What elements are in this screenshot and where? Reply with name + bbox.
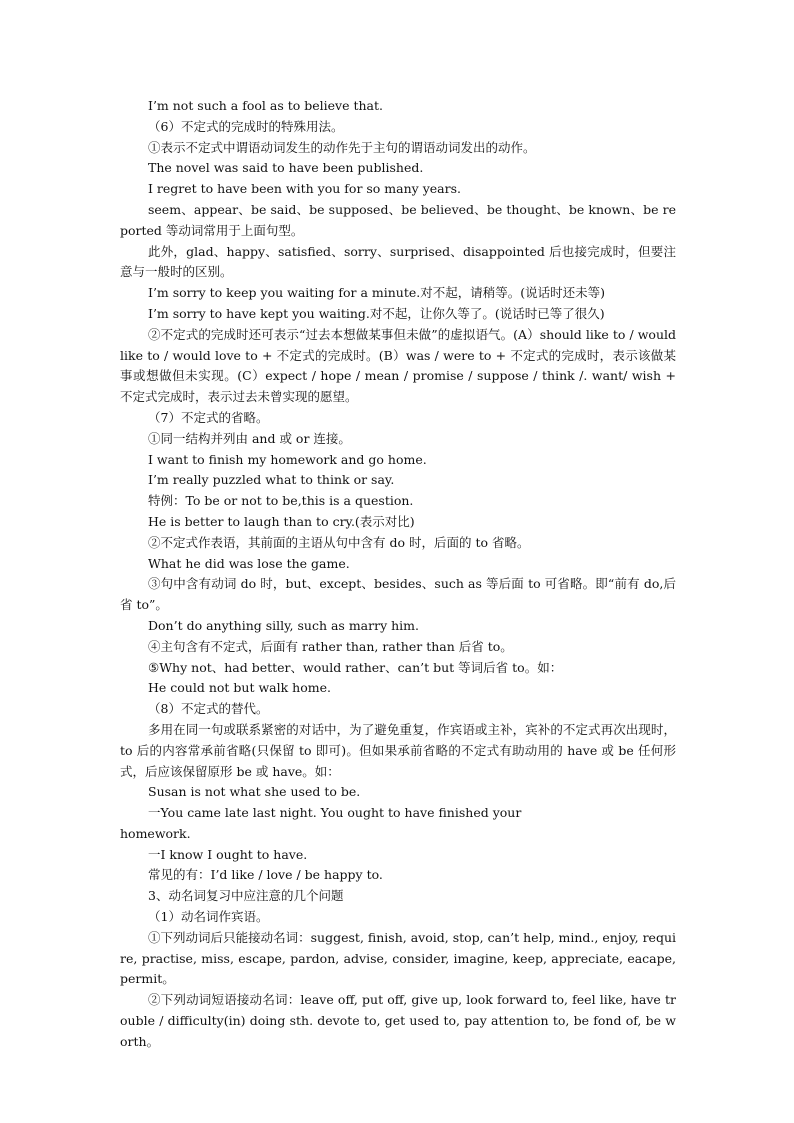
example-sentence: 特例：To be or not to be,this is a question. bbox=[148, 493, 414, 509]
section-heading: 3、动名词复习中应注意的几个问题 bbox=[148, 888, 344, 904]
rule-paragraph: ①下列动词后只能接动名词：suggest, finish, avoid, stop, can’t help, mind., enjoy, require, practise, miss, escape, pardon, advise, consider, imagine, keep, appreciate, eacape, permit。 bbox=[120, 929, 676, 987]
example-sentence: I’m sorry to have kept you waiting.对不起，让你久等了。(说话时已等了很久) bbox=[148, 305, 605, 321]
example-sentence: I’m sorry to keep you waiting for a minute.对不起，请稍等。(说话时还未等) bbox=[148, 285, 605, 301]
rule-paragraph: 多用在同一句或联系紧密的对话中，为了避免重复，作宾语或主补，宾补的不定式再次出现时，to 后的内容常承前省略(只保留 to 即可)。但如果承前省略的不定式有助动用的 have 或 be 任何形式，后应该保留原形 be 或 have。如： bbox=[120, 721, 676, 779]
dialogue-line: 一I know I ought to have. bbox=[148, 846, 308, 862]
example-sentence: I’m really puzzled what to think or say. bbox=[148, 472, 395, 488]
section-heading: （7）不定式的省略。 bbox=[148, 409, 269, 425]
rule-paragraph: ⑤Why not、had better、would rather、can’t but 等词后省 to。如： bbox=[148, 659, 563, 675]
dialogue-line: 一You came late last night. You ought to have finished your bbox=[148, 805, 522, 821]
example-sentence: I want to finish my homework and go home. bbox=[148, 451, 427, 467]
rule-paragraph: 此外，glad、happy、satisfied、sorry、surprised、disappointed 后也接完成时，但要注意与一般时的区别。 bbox=[120, 243, 676, 280]
rule-paragraph: ②不定式作表语，其前面的主语从句中含有 do 时，后面的 to 省略。 bbox=[148, 534, 530, 550]
example-sentence: Don’t do anything silly, such as marry him. bbox=[148, 617, 419, 633]
example-sentence: I regret to have been with you for so many years. bbox=[148, 181, 461, 197]
example-sentence: What he did was lose the game. bbox=[148, 555, 350, 571]
rule-paragraph: ①表示不定式中谓语动词发生的动作先于主句的谓语动词发出的动作。 bbox=[148, 139, 536, 155]
example-sentence: Susan is not what she used to be. bbox=[148, 784, 361, 800]
example-sentence: He could not but walk home. bbox=[148, 680, 331, 696]
rule-paragraph: ④主句含有不定式，后面有 rather than, rather than 后省 to。 bbox=[148, 638, 513, 654]
rule-paragraph: ①同一结构并列由 and 或 or 连接。 bbox=[148, 430, 351, 446]
dialogue-line-continued: homework. bbox=[120, 825, 191, 841]
rule-paragraph: 常见的有：I’d like / love / be happy to. bbox=[148, 867, 383, 883]
example-sentence: He is better to laugh than to cry.(表示对比) bbox=[148, 513, 415, 529]
rule-paragraph: ②不定式的完成时还可表示“过去本想做某事但未做”的虚拟语气。(A）should like to / would like to / would love to + 不定式的完成时。(B）was / were to + 不定式的完成时，表示该做某事或想做但未实现。(C）expect / hope / mean / promise / suppose / think /. want/ wish + 不定式完成时，表示过去未曾实现的愿望。 bbox=[120, 326, 676, 405]
rule-paragraph: ②下列动词短语接动名词：leave off, put off, give up, look forward to, feel like, have trouble / difficulty(in) doing sth. devote to, get used to, pay attention to, be fond of, be worth。 bbox=[120, 992, 676, 1049]
example-sentence: I’m not such a fool as to believe that. bbox=[148, 98, 383, 113]
section-heading: （8）不定式的替代。 bbox=[148, 701, 269, 717]
rule-paragraph: seem、appear、be said、be supposed、be believed、be thought、be known、be reported 等动词常用于上面句型。 bbox=[120, 201, 676, 238]
rule-paragraph: ③句中含有动词 do 时，but、except、besides、such as 等后面 to 可省略。即“前有 do,后省 to”。 bbox=[120, 576, 676, 613]
section-heading: （1）动名词作宾语。 bbox=[148, 909, 269, 925]
example-sentence: The novel was said to have been published. bbox=[148, 160, 424, 176]
document-body bbox=[120, 96, 676, 1053]
section-heading: （6）不定式的完成时的特殊用法。 bbox=[148, 118, 344, 134]
